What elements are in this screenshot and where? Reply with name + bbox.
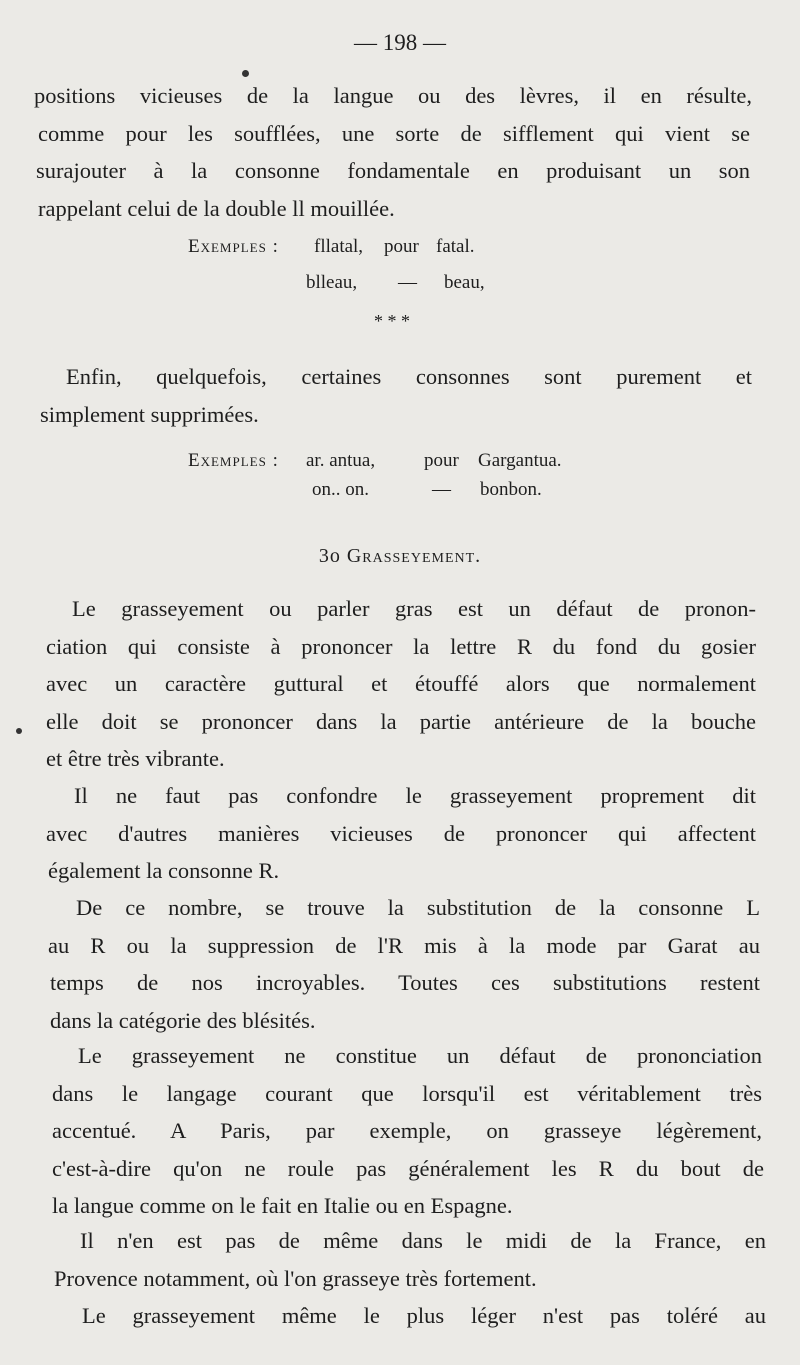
text-line: Il n'en est pas de même dans le midi de la France, en <box>80 1228 766 1253</box>
example-target: Gargantua. <box>478 450 562 471</box>
paragraph-1 <box>0 77 800 227</box>
example-target: bonbon. <box>480 479 542 500</box>
text-line: au R ou la suppression de l'R mis à la mode par Garat au <box>48 932 760 958</box>
example-pour: pour <box>384 236 419 257</box>
section-heading <box>0 545 800 568</box>
example-label: Exemples : <box>188 236 279 257</box>
text-line: Le grasseyement même le plus léger n'est pas toléré au <box>82 1303 766 1328</box>
example-word: blleau, <box>306 272 358 293</box>
example-pour: pour <box>424 450 459 471</box>
example-word: fllatal, <box>314 236 364 257</box>
text-line: positions vicieuses de la langue ou des lèvres, il en résulte, <box>34 83 752 108</box>
scan-speck <box>16 728 22 734</box>
paragraph-7 <box>0 1222 800 1297</box>
paragraph-4 <box>0 777 800 890</box>
paragraph-3 <box>0 590 800 778</box>
text-line: Le grasseyement ne constitue un défaut de prononciation <box>78 1043 762 1068</box>
text-line: elle doit se prononcer dans la partie antérieure de la bouche <box>46 708 756 734</box>
example-label: Exemples : <box>188 450 279 471</box>
text-line: Provence notamment, où l'on grasseye très fortement. <box>54 1265 537 1291</box>
asterism-separator: * * * <box>374 311 410 331</box>
text-line: Il ne faut pas confondre le grasseyement proprement dit <box>74 783 756 808</box>
text-line: accentué. A Paris, par exemple, on grasseye légèrement, <box>52 1118 762 1143</box>
paragraph-2 <box>0 358 800 433</box>
text-line: et être très vibrante. <box>46 746 225 771</box>
text-line: comme pour les soufflées, une sorte de sifflement qui vient se <box>38 120 750 146</box>
text-line: temps de nos incroyables. Toutes ces substitutions restent <box>50 970 760 995</box>
section-title: Grasseyement. <box>346 545 482 567</box>
text-line: ciation qui consiste à prononcer la lettre R du fond du gosier <box>46 633 756 659</box>
text-line: dans la catégorie des blésités. <box>50 1007 316 1033</box>
paragraph-5 <box>0 889 800 1039</box>
text-line: De ce nombre, se trouve la substitution de la consonne L <box>76 895 760 920</box>
text-line: dans le langage courant que lorsqu'il est véritablement très <box>52 1080 762 1106</box>
text-line: surajouter à la consonne fondamentale en produisant un son <box>36 158 750 183</box>
scan-speck <box>242 70 249 77</box>
text-line: avec un caractère guttural et étouffé alors que normalement <box>46 671 756 696</box>
paragraph-6 <box>0 1037 800 1225</box>
example-target: beau, <box>444 272 485 293</box>
example-word: ar. antua, <box>306 450 376 471</box>
text-line: la langue comme on le fait en Italie ou en Espagne. <box>52 1193 513 1218</box>
text-line: c'est-à-dire qu'on ne roule pas généralement les R du bout de <box>52 1155 764 1181</box>
text-line: Enfin, quelquefois, certaines consonnes sont purement et <box>66 364 752 389</box>
text-line: simplement supprimées. <box>40 401 259 427</box>
text-line: avec d'autres manières vicieuses de prononcer qui affectent <box>46 820 756 846</box>
text-line: Le grasseyement ou parler gras est un défaut de pronon- <box>72 596 756 621</box>
example-dash: — <box>432 479 451 500</box>
example-word: on.. on. <box>312 479 369 500</box>
section-number: 3o <box>318 545 341 567</box>
text-line: rappelant celui de la double ll mouillée. <box>38 195 395 221</box>
paragraph-8 <box>0 1297 800 1335</box>
example-dash: — <box>398 272 417 293</box>
text-line: également la consonne R. <box>48 858 280 883</box>
example-target: fatal. <box>436 236 475 257</box>
page-number: — 198 — <box>354 30 446 55</box>
